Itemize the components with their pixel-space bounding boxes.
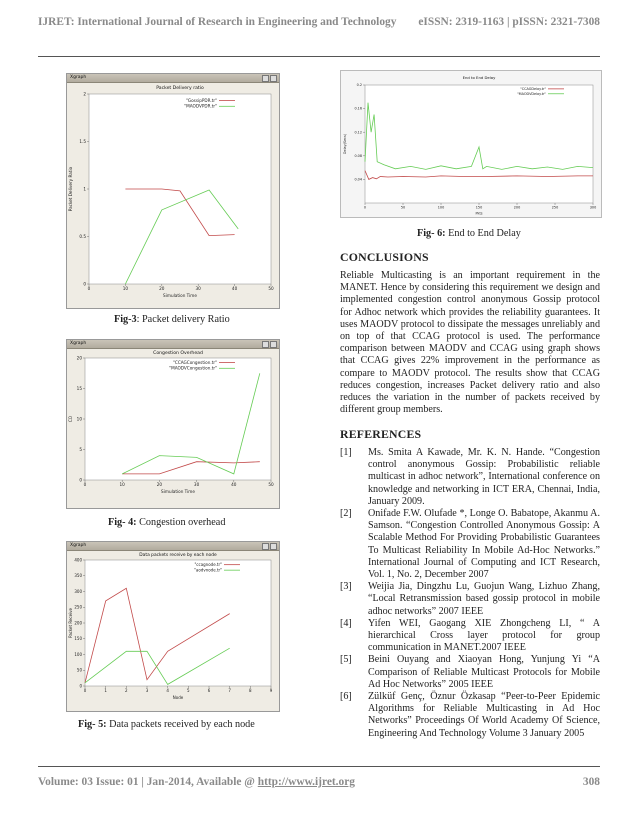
x-tick-label: 40 <box>231 286 238 292</box>
chart-title: Congestion Overhead <box>153 351 203 356</box>
x-tick-label: 300 <box>589 205 597 210</box>
y-tick-label: 0.08 <box>354 153 362 158</box>
figure-3-window <box>66 73 280 309</box>
conclusions-heading: CONCLUSIONS <box>340 250 429 264</box>
x-tick-label: 50 <box>268 482 274 488</box>
reference-item <box>340 691 600 740</box>
figure-4-window <box>66 339 280 509</box>
caption-label: Fig- 5: <box>78 719 107 730</box>
y-tick-label: 0 <box>79 683 82 689</box>
y-tick-label: 300 <box>74 588 82 594</box>
legend-label: "CCAGCongestion.tr" <box>172 360 217 365</box>
x-tick-label: 0 <box>83 482 87 488</box>
x-tick-label: 20 <box>156 482 163 488</box>
x-tick-label: 200 <box>513 205 521 210</box>
figure-5-window <box>66 541 280 712</box>
x-tick-label: 0 <box>363 205 367 210</box>
legend-label: "MAODVPDR.tr" <box>184 103 217 109</box>
x-tick-label: 0 <box>83 688 87 693</box>
y-axis-label: Packet Receive <box>68 607 73 639</box>
page-header <box>38 16 600 34</box>
legend-label: "aodvnode.tr" <box>194 567 222 573</box>
x-tick-label: 3 <box>145 688 149 693</box>
caption-label: Fig- 4: <box>108 517 137 528</box>
plot-area <box>365 85 593 203</box>
y-axis-label: Delay(Secs) <box>343 133 347 155</box>
congestion-overhead-chart <box>67 348 279 508</box>
y-tick-label: 200 <box>74 620 82 626</box>
figure-3-caption <box>114 314 230 325</box>
footer-rule <box>38 766 600 767</box>
x-axis-label: Simulation Time <box>163 293 197 299</box>
chart-title: Data packets receive by each node <box>139 553 217 558</box>
y-tick-label: 10 <box>76 416 82 422</box>
x-tick-label: 20 <box>159 286 165 292</box>
y-tick-label: 2 <box>83 91 86 97</box>
window-buttons[interactable] <box>261 543 277 549</box>
y-tick-label: 50 <box>76 667 82 673</box>
caption-text: Data packets received by each node <box>106 719 255 730</box>
plot-area <box>89 94 271 284</box>
caption-text: Congestion overhead <box>136 517 226 528</box>
reference-text: Zülküf Genç, Öznur Özkasap “Peer-to-Peer Epidemic Algorithms for Reliable Multicasting in Ad Hoc Networks” Proceedings Of World Academy Of Science, Engineering And Technology Volume 3 January 2005 <box>368 691 600 739</box>
reference-text: Yifen WEI, Gaogang XIE Zhongcheng LI, “ A hierarchical Cross layer protocol for group communication in MANET.2007 IEEE <box>368 617 600 654</box>
reference-item <box>340 581 600 618</box>
references-list <box>340 447 600 740</box>
window-title: Xgraph <box>70 75 87 80</box>
page-number: 308 <box>582 776 600 788</box>
window-buttons[interactable] <box>261 341 277 347</box>
x-tick-label: 50 <box>400 205 406 210</box>
footer-link[interactable]: http://www.ijret.org <box>257 776 355 788</box>
y-tick-label: 0.16 <box>354 106 362 111</box>
y-tick-label: 100 <box>74 651 82 657</box>
page-footer <box>38 776 600 788</box>
end-to-end-delay-chart <box>341 71 601 217</box>
figure-5-caption <box>78 719 255 730</box>
y-tick-label: 350 <box>74 573 82 579</box>
x-axis-label: Simulation Time <box>161 489 195 495</box>
x-tick-label: 5 <box>187 688 190 693</box>
header-rule <box>38 56 600 57</box>
y-axis-label: CO <box>68 415 73 423</box>
legend-label: "GossipPDR.tr" <box>185 98 217 103</box>
issn-info: eISSN: 2319-1163 | pISSN: 2321-7308 <box>418 16 600 28</box>
data-packets-chart <box>67 550 279 711</box>
x-tick-label: 7 <box>228 688 231 693</box>
caption-text: : Packet delivery Ratio <box>136 314 230 325</box>
x-tick-label: 150 <box>475 205 483 210</box>
reference-text: Onifade F.W. Olufade *, Longe O. Babatope, Akanmu A. Samson. “Congestion Controlled Anonymous Gossip: A Scalable Method For Providing Probabilistic Guarantees To Multicast Reliability In Mobile Ad-Hoc Networks.” International Journal of Computing and ICT Research, Vol. 1, No. 2, December 2007 <box>368 508 600 581</box>
reference-text: Ms. Smita A Kawade, Mr. K. N. Hande. “Congestion control anonymous Gossip: Probabilistic reliable multicast in adhoc network”, International conference on knowledge and networking in ICT ERA, Chennai, India, January 2009. <box>368 447 600 507</box>
x-tick-label: 6 <box>207 688 211 693</box>
reference-item <box>340 654 600 691</box>
y-tick-label: 5 <box>79 446 82 452</box>
x-tick-label: 1 <box>104 688 107 693</box>
caption-text: End to End Delay <box>445 228 521 239</box>
figure-6-caption <box>417 228 521 239</box>
x-tick-label: 9 <box>269 688 273 693</box>
y-tick-label: 400 <box>74 557 82 563</box>
reference-number: [1] <box>340 447 352 458</box>
y-tick-label: 15 <box>76 385 82 391</box>
x-axis-label: Pkts <box>475 211 483 216</box>
y-tick-label: 0.2 <box>356 83 362 88</box>
journal-title: IJRET: International Journal of Research in Engineering and Technology <box>38 16 397 28</box>
chart-title: End to End Delay <box>462 75 496 80</box>
reference-text: Weijia Jia, Dingzhu Lu, Guojun Wang, Lizhuo Zhang, “Local Retransmission based gossip protocol in mobile adhoc networks” 2007 IEEE <box>368 581 600 617</box>
x-tick-label: 0 <box>87 286 91 292</box>
x-tick-label: 30 <box>195 286 201 292</box>
caption-label: Fig-3 <box>114 314 137 325</box>
references-heading: REFERENCES <box>340 427 422 441</box>
reference-number: [2] <box>340 508 352 520</box>
legend-label: "MAODVCongestion.tr" <box>169 365 217 371</box>
y-tick-label: 0.5 <box>79 233 86 239</box>
y-tick-label: 150 <box>74 636 82 642</box>
y-tick-label: 1 <box>83 186 86 192</box>
x-tick-label: 10 <box>119 482 125 488</box>
reference-text: Beini Ouyang and Xiaoyan Hong, Yunjung Yi “A Comparison of Reliable Multicast Protocols for Mobile Ad Hoc Networks” 2005 IEEE <box>368 654 600 690</box>
legend-label: "ccagnode.tr" <box>194 562 222 567</box>
legend-label: "CCAGDelay.tr" <box>520 87 546 91</box>
y-tick-label: 0.04 <box>354 177 362 182</box>
plot-area <box>85 560 271 686</box>
x-tick-label: 2 <box>125 688 128 693</box>
window-title: Xgraph <box>70 341 87 346</box>
reference-number: [6] <box>340 691 352 703</box>
reference-item <box>340 447 600 508</box>
x-tick-label: 4 <box>166 688 169 693</box>
reference-item <box>340 618 600 655</box>
x-axis-label: Node <box>172 694 184 700</box>
y-tick-label: 0 <box>79 477 82 483</box>
x-tick-label: 8 <box>249 688 252 693</box>
y-tick-label: 0.12 <box>354 130 362 135</box>
reference-number: [3] <box>340 581 352 593</box>
x-tick-label: 10 <box>122 286 129 292</box>
figure-4-caption <box>108 517 225 528</box>
y-tick-label: 0 <box>83 281 86 287</box>
caption-label: Fig- 6: <box>417 228 446 239</box>
packet-delivery-chart <box>67 82 279 308</box>
figure-6-window <box>340 70 602 218</box>
window-title: Xgraph <box>70 543 87 548</box>
chart-title: Packet Delivery ratio <box>156 86 204 91</box>
y-tick-label: 250 <box>74 604 82 610</box>
plot-area <box>85 358 271 480</box>
reference-item <box>340 508 600 581</box>
y-tick-label: 20 <box>76 355 82 361</box>
reference-number: [5] <box>340 654 352 666</box>
x-tick-label: 40 <box>231 482 237 488</box>
window-buttons[interactable] <box>261 75 277 81</box>
footer-volume: Volume: 03 Issue: 01 | Jan-2014, Available @ <box>38 776 258 788</box>
y-axis-label: Packet Delivery Ratio <box>68 166 73 212</box>
x-tick-label: 30 <box>193 482 200 488</box>
x-tick-label: 50 <box>268 286 274 292</box>
x-tick-label: 250 <box>551 205 559 210</box>
conclusions-text: Reliable Multicasting is an important requirement in the MANET. Hence by considering this requirement we design and implemented congestion control anonymous Gossip protocol for Adhoc network which provides the reliability guarantees. It uses MAODV protocol to dissipate the messages unreliably and on top of that CCAG protocol is used. The performance comparison between MAODV and CCAG using graph shows that CCAG gives 22% improvement in the performance as compare to MAODV protocol. The results show that CCAG reduces congestion, increases Packet delivery ratio and also reduces the variation in the number of packets received by different group members. <box>340 270 600 416</box>
y-tick-label: 1.5 <box>79 138 86 144</box>
x-tick-label: 100 <box>437 205 445 210</box>
reference-number: [4] <box>340 617 352 629</box>
legend-label: "MAODVDelay.tr" <box>517 91 546 96</box>
